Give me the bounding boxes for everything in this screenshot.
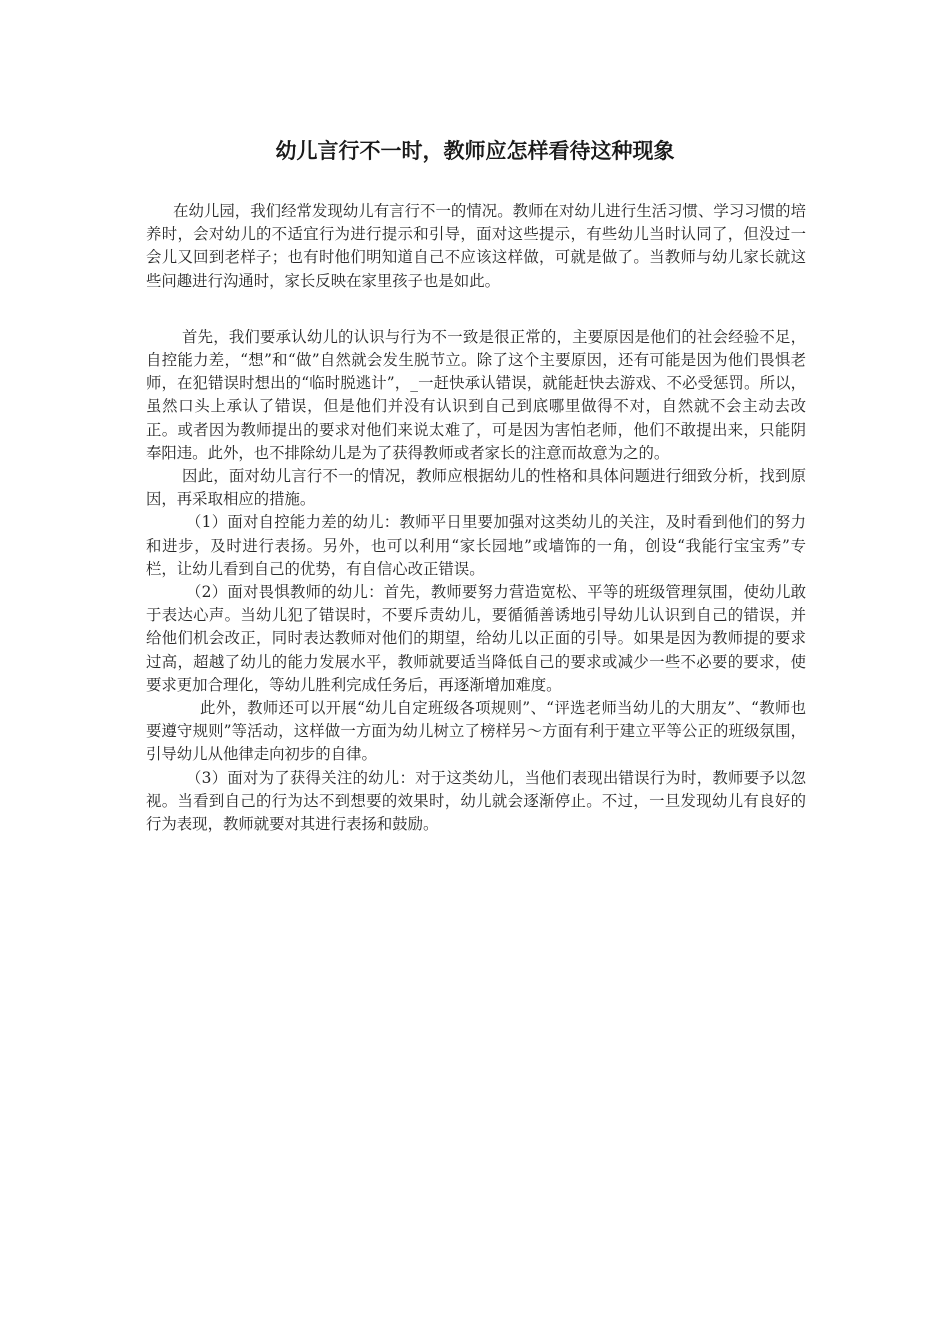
paragraph-first-reason: 首先，我们要承认幼儿的认识与行为不一致是很正常的，主要原因是他们的社会经验不足，自控能力差，“想”和“做”自然就会发生脱节立。除了这个主要原因，还有可能是因为他们畏惧老师，在犯错误时想出的“临时脱逃计”，_一赶快承认错误，就能赶快去游戏、不必受惩罚。所以，虽然口头上承认了错误，但是他们并没有认识到自己到底哪里做得不对，自然就不会主动去改正。或者因为教师提出的要求对他们来说太难了，可是因为害怕老师，他们不敢提出来，只能阴奉阳违。此外，也不排除幼儿是为了获得教师或者家长的注意而故意为之的。	[146, 327, 806, 462]
paragraph-therefore: 因此，面对幼儿言行不一的情况，教师应根据幼儿的性格和具体问题进行细致分析，找到原因，再采取相应的措施。	[146, 467, 806, 509]
paragraph-measure-2: （2）面对畏惧教师的幼儿：首先，教师要努力营造宽松、平等的班级管理氛围，使幼儿敢于表达心声。当幼儿犯了错误时，不要斥责幼儿，要循循善诱地引导幼儿认识到自己的错误，并给他们机会改正，同时表达教师对他们的期望，给幼儿以正面的引导。如果是因为教师提的要求过高，超越了幼儿的能力发展水平，教师就要适当降低自己的要求或减少一些不必要的要求，使要求更加合理化，等幼儿胜利完成任务后，再逐渐增加难度。	[146, 583, 806, 694]
paragraph-intro: 在幼儿园，我们经常发现幼儿有言行不一的情况。教师在对幼儿进行生活习惯、学习习惯的培养时，会对幼儿的不适宜行为进行提示和引导，面对这些提示，有些幼儿当时认同了，但没过一会儿又回到老样子；也有时他们明知道自己不应该这样做，可就是做了。当教师与幼儿家长就这些问趣进行沟通时，家长反映在家里孩子也是如此。	[146, 202, 806, 290]
paragraph-measure-3: （3）面对为了获得关注的幼儿：对于这类幼儿，当他们表现出错误行为时，教师要予以忽视。当看到自己的行为达不到想要的效果时，幼儿就会逐渐停止。不过，一旦发现幼儿有良好的行为表现，教师就要对其进行表扬和鼓励。	[146, 768, 806, 834]
paragraph-measure-1: （1）面对自控能力差的幼儿：教师平日里要加强对这类幼儿的关注，及时看到他们的努力和进步，及时进行表扬。另外，也可以利用“家长园地”或墙饰的一角，创设“我能行宝宝秀”专栏，让幼儿看到自己的优势，有自信心改正错误。	[146, 513, 806, 578]
paragraph-additionally: 此外，教师还可以开展“幼儿自定班级各项规则”、“评选老师当幼儿的大朋友”、“教师也要遵守规则”等活动，这样做一方面为幼儿树立了榜样另～方面有利于建立平等公正的班级氛围，引导幼儿从他律走向初步的自律。	[146, 699, 806, 764]
document-title: 幼儿言行不一时，教师应怎样看待这种现象	[275, 138, 675, 163]
document-body	[146, 200, 806, 836]
